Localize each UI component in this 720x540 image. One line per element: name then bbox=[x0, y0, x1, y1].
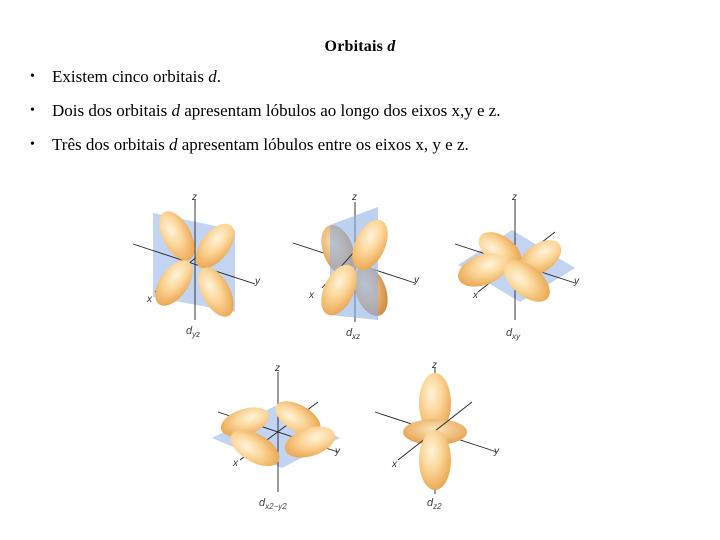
caption-dxy: $d_{xy}$ bbox=[506, 327, 521, 341]
bullet-text: Três dos orbitais bbox=[52, 135, 169, 154]
z-label: z bbox=[275, 363, 280, 374]
bullet-text-end: apresentam lóbulos entre os eixos x, y e z. bbox=[177, 135, 469, 154]
y-label: y bbox=[414, 275, 419, 286]
lobe bbox=[419, 430, 451, 490]
x-label: x bbox=[392, 459, 397, 470]
bullet-text: Dois dos orbitais bbox=[52, 101, 172, 120]
caption-dxz: $d_{xz}$ bbox=[346, 327, 361, 341]
z-label: z bbox=[192, 192, 197, 203]
x-label: x bbox=[473, 290, 478, 301]
bullet-italic: d bbox=[208, 67, 217, 86]
y-label: y bbox=[574, 276, 579, 287]
caption-dz2: $d_{z2}$ bbox=[427, 497, 442, 511]
y-label: y bbox=[255, 276, 260, 287]
orbital-dxy bbox=[453, 192, 580, 341]
y-label: y bbox=[494, 446, 499, 457]
orbital-dyz bbox=[133, 192, 261, 339]
title-italic: d bbox=[387, 38, 396, 55]
x-label: x bbox=[147, 294, 152, 305]
y-label: y bbox=[335, 446, 340, 457]
bullet-italic: d bbox=[168, 135, 178, 154]
title-text: Orbitais bbox=[324, 38, 384, 55]
orbital-dz2 bbox=[375, 360, 500, 511]
z-label: z bbox=[432, 360, 437, 371]
z-label: z bbox=[512, 192, 517, 203]
caption-dyz: $d_{yz}$ bbox=[186, 325, 201, 339]
bullet-text-end: apresentam lóbulos ao longo dos eixos x,y e z. bbox=[179, 101, 501, 120]
bullet-text-end: . bbox=[216, 67, 222, 86]
x-label: x bbox=[309, 290, 314, 301]
caption-dx2y2: $d_{x2-y2}$ bbox=[259, 497, 287, 511]
orbital-dxz bbox=[293, 192, 420, 341]
x-label: x bbox=[233, 458, 238, 469]
z-label: z bbox=[352, 192, 357, 203]
orbital-dx2y2 bbox=[212, 363, 341, 511]
bullet-text: Existem cinco orbitais bbox=[52, 67, 209, 86]
bullet-italic: d bbox=[171, 101, 180, 120]
